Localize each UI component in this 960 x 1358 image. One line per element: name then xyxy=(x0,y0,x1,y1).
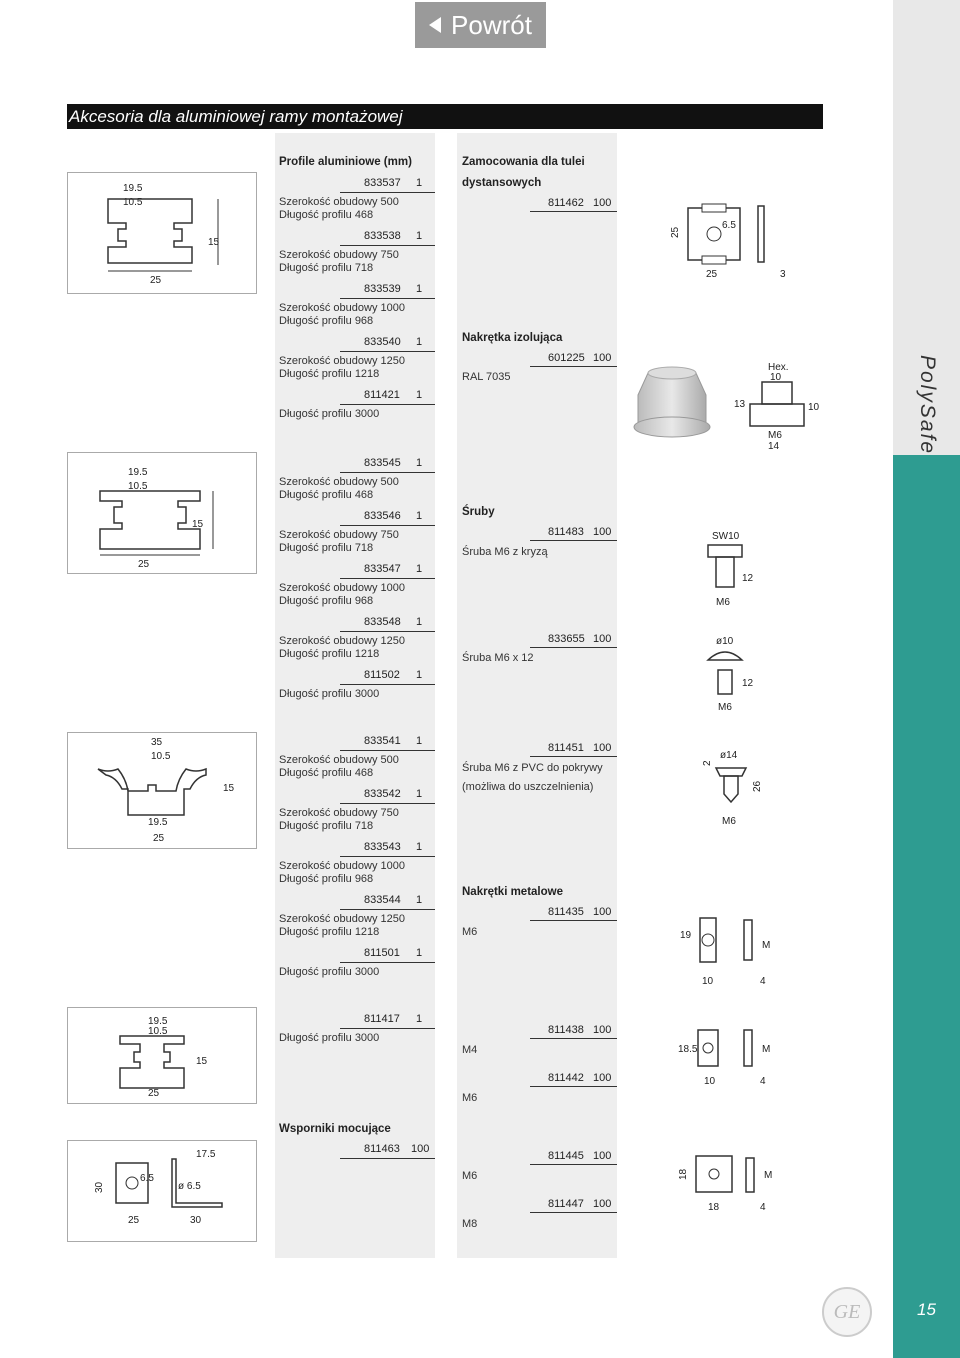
profile-qty: 1 xyxy=(416,1013,423,1025)
profile-item xyxy=(275,730,435,780)
profile-desc: Szerokość obudowy 500 xyxy=(279,196,399,208)
brackets-heading: Wsporniki mocujące xyxy=(279,1123,391,1135)
svg-text:M6: M6 xyxy=(718,702,732,713)
spacer-heading-1: Zamocowania dla tulei xyxy=(462,156,585,168)
bracket-drawing xyxy=(67,1140,257,1242)
insulating-nut-photo xyxy=(618,345,726,450)
svg-text:4: 4 xyxy=(760,976,766,987)
profile-desc: Długość profilu 718 xyxy=(279,262,374,274)
profile-4-drawing xyxy=(67,1007,257,1104)
svg-text:25: 25 xyxy=(706,269,718,280)
metal-nut-1-drawing xyxy=(670,910,780,990)
screw-1-qty: 100 xyxy=(593,526,612,538)
screw-2-desc: Śruba M6 x 12 xyxy=(462,652,534,664)
profile-code: 833543 xyxy=(364,841,401,853)
svg-text:30: 30 xyxy=(190,1215,202,1226)
svg-text:19.5: 19.5 xyxy=(148,817,168,828)
svg-text:19.5: 19.5 xyxy=(148,1016,168,1027)
profile-desc: Długość profilu 968 xyxy=(279,595,374,607)
sidebar-bottom-panel xyxy=(893,455,960,1358)
metal-nut-desc: M8 xyxy=(462,1218,478,1230)
profile-item xyxy=(275,452,435,502)
profile-qty: 1 xyxy=(416,563,423,575)
profile-item xyxy=(275,611,435,661)
profile-desc: Długość profilu 718 xyxy=(279,820,374,832)
metal-nuts-heading: Nakrętki metalowe xyxy=(462,886,563,898)
insulating-nut-heading: Nakrętka izolująca xyxy=(462,332,563,344)
profile-desc: Szerokość obudowy 1000 xyxy=(279,582,405,594)
brand-label: PolySafe xyxy=(915,354,939,456)
profile-code: 833542 xyxy=(364,788,401,800)
metal-nut-desc: M6 xyxy=(462,1092,478,1104)
metal-nut-desc: M4 xyxy=(462,1044,478,1056)
profile-desc: Szerokość obudowy 750 xyxy=(279,529,399,541)
svg-text:SW10: SW10 xyxy=(712,531,740,542)
accessories-column xyxy=(457,133,617,1258)
metal-nut-code: 811442 xyxy=(548,1072,584,1084)
profile-item xyxy=(275,225,435,275)
spacer-heading-2: dystansowych xyxy=(462,177,542,189)
profile-2-drawing xyxy=(67,452,257,574)
svg-text:13: 13 xyxy=(734,399,746,410)
brackets-code: 811463 xyxy=(364,1143,400,1155)
svg-text:18: 18 xyxy=(708,1202,720,1213)
svg-text:17.5: 17.5 xyxy=(196,1149,216,1160)
svg-text:10: 10 xyxy=(704,1076,716,1087)
svg-text:M: M xyxy=(762,940,771,951)
screw-pvc-drawing xyxy=(690,742,790,827)
svg-text:30: 30 xyxy=(94,1181,105,1193)
svg-text:M6: M6 xyxy=(722,816,736,827)
svg-text:3: 3 xyxy=(780,269,786,280)
profile-desc: Długość profilu 968 xyxy=(279,315,374,327)
profile-desc: Długość profilu 468 xyxy=(279,767,374,779)
screw-2-code: 833655 xyxy=(548,633,585,645)
profile-code: 811417 xyxy=(364,1013,400,1025)
metal-nut-desc: M6 xyxy=(462,926,478,938)
metal-nut-2-drawing xyxy=(670,1022,780,1092)
profile-item xyxy=(275,278,435,328)
spacer-code: 811462 xyxy=(548,197,584,209)
profile-desc: Szerokość obudowy 1250 xyxy=(279,913,405,925)
metal-nut-code: 811435 xyxy=(548,906,584,918)
screw-1-code: 811483 xyxy=(548,526,584,538)
svg-text:25: 25 xyxy=(138,559,150,570)
insulating-nut-code: 601225 xyxy=(548,352,585,364)
profile-desc: Szerokość obudowy 1250 xyxy=(279,355,405,367)
page-number: 15 xyxy=(917,1300,936,1319)
profile-code: 833548 xyxy=(364,616,401,628)
profile-code: 833547 xyxy=(364,563,401,575)
svg-text:12: 12 xyxy=(742,573,754,584)
profile-qty: 1 xyxy=(416,947,423,959)
metal-nut-qty: 100 xyxy=(593,1024,612,1036)
profile-desc: Długość profilu 1218 xyxy=(279,368,380,380)
screw-2-qty: 100 xyxy=(593,633,612,645)
profile-desc: Długość profilu 3000 xyxy=(279,966,380,978)
profile-desc: Szerokość obudowy 500 xyxy=(279,476,399,488)
profile-item xyxy=(275,331,435,381)
profile-qty: 1 xyxy=(416,283,423,295)
svg-text:10.5: 10.5 xyxy=(148,1026,168,1037)
profile-qty: 1 xyxy=(416,735,423,747)
profile-item xyxy=(275,889,435,939)
profile-qty: 1 xyxy=(416,669,423,681)
metal-nut-desc: M6 xyxy=(462,1170,478,1182)
profile-code: 811501 xyxy=(364,947,400,959)
svg-text:M6: M6 xyxy=(768,430,782,441)
profile-item xyxy=(275,836,435,886)
profile-desc: Długość profilu 718 xyxy=(279,542,374,554)
profile-desc: Długość profilu 968 xyxy=(279,873,374,885)
profile-3-drawing xyxy=(67,732,257,849)
profile-item xyxy=(275,384,435,434)
svg-text:ø 6.5: ø 6.5 xyxy=(178,1181,201,1192)
profile-code: 833546 xyxy=(364,510,401,522)
profile-code: 833544 xyxy=(364,894,401,906)
insulating-nut-drawing xyxy=(728,352,828,452)
profile-desc: Szerokość obudowy 1000 xyxy=(279,860,405,872)
profile-desc: Długość profilu 3000 xyxy=(279,1032,380,1044)
svg-text:25: 25 xyxy=(148,1088,160,1099)
svg-text:15: 15 xyxy=(223,783,235,794)
profile-desc: Długość profilu 3000 xyxy=(279,408,380,420)
svg-text:18: 18 xyxy=(678,1168,689,1180)
svg-text:Hex.: Hex. xyxy=(768,362,789,373)
profile-desc: Długość profilu 1218 xyxy=(279,926,380,938)
svg-text:19.5: 19.5 xyxy=(128,467,148,478)
ge-logo: GE xyxy=(822,1287,872,1337)
profile-desc: Szerokość obudowy 1250 xyxy=(279,635,405,647)
profile-item xyxy=(275,1008,435,1058)
profile-code: 833538 xyxy=(364,230,401,242)
svg-text:19.5: 19.5 xyxy=(123,183,143,194)
screw-1-desc: Śruba M6 z kryzą xyxy=(462,546,548,558)
profile-1-drawing xyxy=(67,172,257,294)
svg-text:10: 10 xyxy=(702,976,714,987)
back-button[interactable] xyxy=(415,2,546,48)
profile-qty: 1 xyxy=(416,457,423,469)
svg-text:26: 26 xyxy=(752,780,763,792)
svg-text:14: 14 xyxy=(768,441,780,452)
svg-text:15: 15 xyxy=(196,1056,208,1067)
profile-desc: Długość profilu 1218 xyxy=(279,648,380,660)
metal-nut-3-drawing xyxy=(670,1150,780,1220)
profiles-heading: Profile aluminiowe (mm) xyxy=(279,156,412,168)
svg-text:2: 2 xyxy=(702,760,713,766)
svg-text:10.5: 10.5 xyxy=(123,197,143,208)
svg-text:M: M xyxy=(762,1044,771,1055)
profile-code: 811502 xyxy=(364,669,400,681)
svg-text:ø14: ø14 xyxy=(720,750,738,761)
profile-item xyxy=(275,505,435,555)
screw-m6x12-drawing xyxy=(690,630,790,715)
metal-nut-qty: 100 xyxy=(593,1072,612,1084)
spacer-qty: 100 xyxy=(593,197,612,209)
profile-qty: 1 xyxy=(416,841,423,853)
dim-p1-w: 25 xyxy=(150,275,162,286)
svg-text:35: 35 xyxy=(151,737,163,748)
profile-qty: 1 xyxy=(416,510,423,522)
arrow-left-icon xyxy=(429,17,441,33)
profile-item xyxy=(275,558,435,608)
metal-nut-qty: 100 xyxy=(593,1198,612,1210)
profile-qty: 1 xyxy=(416,616,423,628)
profile-item xyxy=(275,172,435,222)
insulating-nut-qty: 100 xyxy=(593,352,612,364)
profile-item xyxy=(275,942,435,992)
profile-qty: 1 xyxy=(416,788,423,800)
metal-nut-code: 811447 xyxy=(548,1198,584,1210)
profile-desc: Szerokość obudowy 750 xyxy=(279,249,399,261)
metal-nut-qty: 100 xyxy=(593,1150,612,1162)
svg-text:M6: M6 xyxy=(716,597,730,608)
svg-text:25: 25 xyxy=(670,226,681,238)
svg-text:15: 15 xyxy=(192,519,204,530)
screw-3-qty: 100 xyxy=(593,742,612,754)
metal-nut-code: 811445 xyxy=(548,1150,584,1162)
metal-nut-qty: 100 xyxy=(593,906,612,918)
profile-qty: 1 xyxy=(416,894,423,906)
profile-code: 833541 xyxy=(364,735,401,747)
profile-qty: 1 xyxy=(416,230,423,242)
svg-text:25: 25 xyxy=(128,1215,140,1226)
svg-text:4: 4 xyxy=(760,1202,766,1213)
svg-text:25: 25 xyxy=(153,833,165,844)
svg-text:6.5: 6.5 xyxy=(722,220,736,231)
profile-qty: 1 xyxy=(416,177,423,189)
svg-text:12: 12 xyxy=(742,678,754,689)
profile-code: 833539 xyxy=(364,283,401,295)
screw-3-code: 811451 xyxy=(548,742,584,754)
profile-desc: Szerokość obudowy 750 xyxy=(279,807,399,819)
profile-desc: Szerokość obudowy 500 xyxy=(279,754,399,766)
profile-desc: Długość profilu 468 xyxy=(279,489,374,501)
svg-text:10.5: 10.5 xyxy=(128,481,148,492)
profile-code: 833545 xyxy=(364,457,401,469)
metal-nut-code: 811438 xyxy=(548,1024,584,1036)
svg-text:15: 15 xyxy=(208,237,220,248)
svg-text:19: 19 xyxy=(680,930,692,941)
insulating-nut-desc: RAL 7035 xyxy=(462,371,511,383)
profile-code: 833537 xyxy=(364,177,401,189)
svg-text:10.5: 10.5 xyxy=(151,751,171,762)
svg-text:18.5: 18.5 xyxy=(678,1044,698,1055)
profile-desc: Szerokość obudowy 1000 xyxy=(279,302,405,314)
screw-flange-drawing xyxy=(690,525,790,610)
profile-item xyxy=(275,664,435,714)
svg-text:ø10: ø10 xyxy=(716,636,734,647)
svg-text:10: 10 xyxy=(770,372,782,383)
profile-code: 811421 xyxy=(364,389,400,401)
profile-item xyxy=(275,783,435,833)
screw-3-desc2: (możliwa do uszczelnienia) xyxy=(462,781,594,793)
screw-3-desc: Śruba M6 z PVC do pokrywy xyxy=(462,762,603,774)
svg-text:10: 10 xyxy=(808,402,820,413)
page-title: Akcesoria dla aluminiowej ramy montażowej xyxy=(67,104,823,129)
back-label: Powrót xyxy=(451,9,532,40)
brackets-qty: 100 xyxy=(411,1143,430,1155)
profile-qty: 1 xyxy=(416,336,423,348)
svg-text:M: M xyxy=(764,1170,773,1181)
profile-desc: Długość profilu 3000 xyxy=(279,688,380,700)
svg-text:6.5: 6.5 xyxy=(140,1173,154,1184)
svg-text:4: 4 xyxy=(760,1076,766,1087)
profile-desc: Długość profilu 468 xyxy=(279,209,374,221)
profile-code: 833540 xyxy=(364,336,401,348)
profile-qty: 1 xyxy=(416,389,423,401)
spacer-drawing xyxy=(640,192,820,292)
screws-heading: Śruby xyxy=(462,506,495,518)
